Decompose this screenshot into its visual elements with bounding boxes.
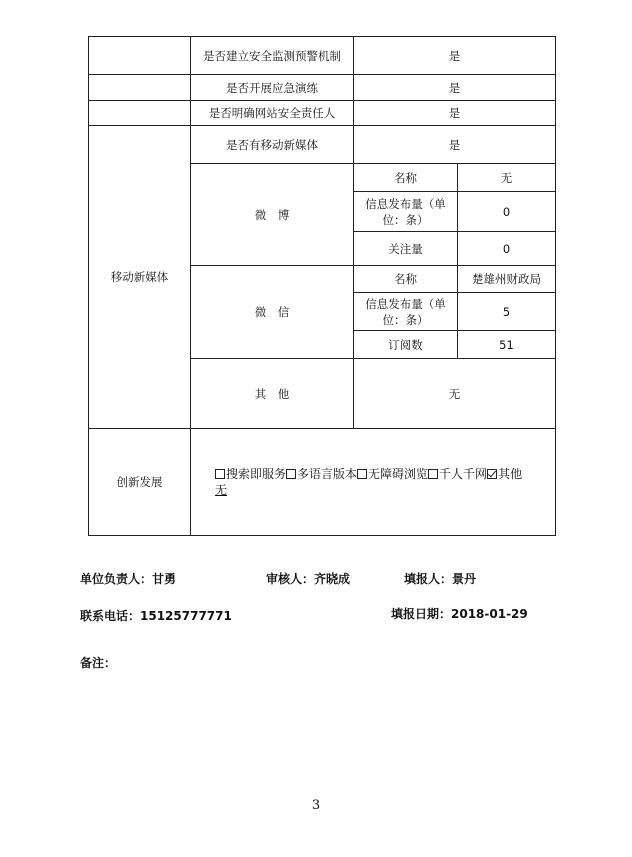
weibo-name-value: 无 <box>458 164 556 192</box>
other-media-label: 其 他 <box>191 359 354 429</box>
page-number: 3 <box>311 798 321 813</box>
monitoring-value: 是 <box>354 37 556 75</box>
option-label: 搜索即服务 <box>226 467 287 481</box>
drill-label: 是否开展应急演练 <box>191 75 354 101</box>
report-table <box>88 36 556 536</box>
remark-label: 备注： <box>80 656 117 670</box>
wechat-subs-value: 51 <box>458 331 556 359</box>
blank-cell <box>89 37 191 75</box>
option-personalized[interactable] <box>428 467 487 481</box>
option-search-service[interactable] <box>215 467 286 481</box>
reviewer: 审核人：齐晓成 <box>266 572 351 586</box>
checkbox-icon <box>215 469 225 479</box>
responsible-label: 是否明确网站安全责任人 <box>191 101 354 126</box>
checkbox-icon <box>286 469 296 479</box>
wechat-posts-label: 信息发布量（单位：条） <box>354 293 458 331</box>
checkbox-icon <box>428 469 438 479</box>
wechat-name-value: 楚雄州财政局 <box>458 266 556 293</box>
monitoring-label: 是否建立安全监测预警机制 <box>191 37 354 75</box>
drill-value: 是 <box>354 75 556 101</box>
wechat-label: 微 信 <box>191 266 354 359</box>
checkbox-checked-icon <box>487 469 497 479</box>
unit-head: 单位负责人：甘勇 <box>80 572 177 586</box>
has-mobile-value: 是 <box>354 126 556 164</box>
option-label: 其他 <box>498 467 523 481</box>
weibo-posts-label: 信息发布量（单位：条） <box>354 192 458 232</box>
wechat-subs-label: 订阅数 <box>354 331 458 359</box>
weibo-follow-value: 0 <box>458 232 556 266</box>
fill-date: 填报日期：2018-01-29 <box>391 607 528 621</box>
weibo-posts-value: 0 <box>458 192 556 232</box>
blank-cell <box>89 75 191 101</box>
wechat-name-label: 名称 <box>354 266 458 293</box>
weibo-follow-label: 关注量 <box>354 232 458 266</box>
weibo-label: 微 博 <box>191 164 354 266</box>
option-other[interactable] <box>487 467 522 481</box>
weibo-name-label: 名称 <box>354 164 458 192</box>
option-label: 多语言版本 <box>297 467 358 481</box>
filler: 填报人：景丹 <box>404 572 477 586</box>
other-media-value: 无 <box>354 359 556 429</box>
option-accessibility[interactable] <box>357 467 428 481</box>
blank-cell <box>89 101 191 126</box>
option-label: 千人千网 <box>439 467 488 481</box>
option-multilingual[interactable] <box>286 467 357 481</box>
has-mobile-label: 是否有移动新媒体 <box>191 126 354 164</box>
option-label: 无障碍浏览 <box>368 467 429 481</box>
responsible-value: 是 <box>354 101 556 126</box>
innovation-label: 创新发展 <box>89 429 191 536</box>
contact-phone: 联系电话：15125777771 <box>80 609 232 623</box>
innovation-other-value: 无 <box>215 483 228 497</box>
checkbox-icon <box>357 469 367 479</box>
mobile-section-label: 移动新媒体 <box>89 126 191 429</box>
wechat-posts-value: 5 <box>458 293 556 331</box>
innovation-options <box>191 429 556 536</box>
